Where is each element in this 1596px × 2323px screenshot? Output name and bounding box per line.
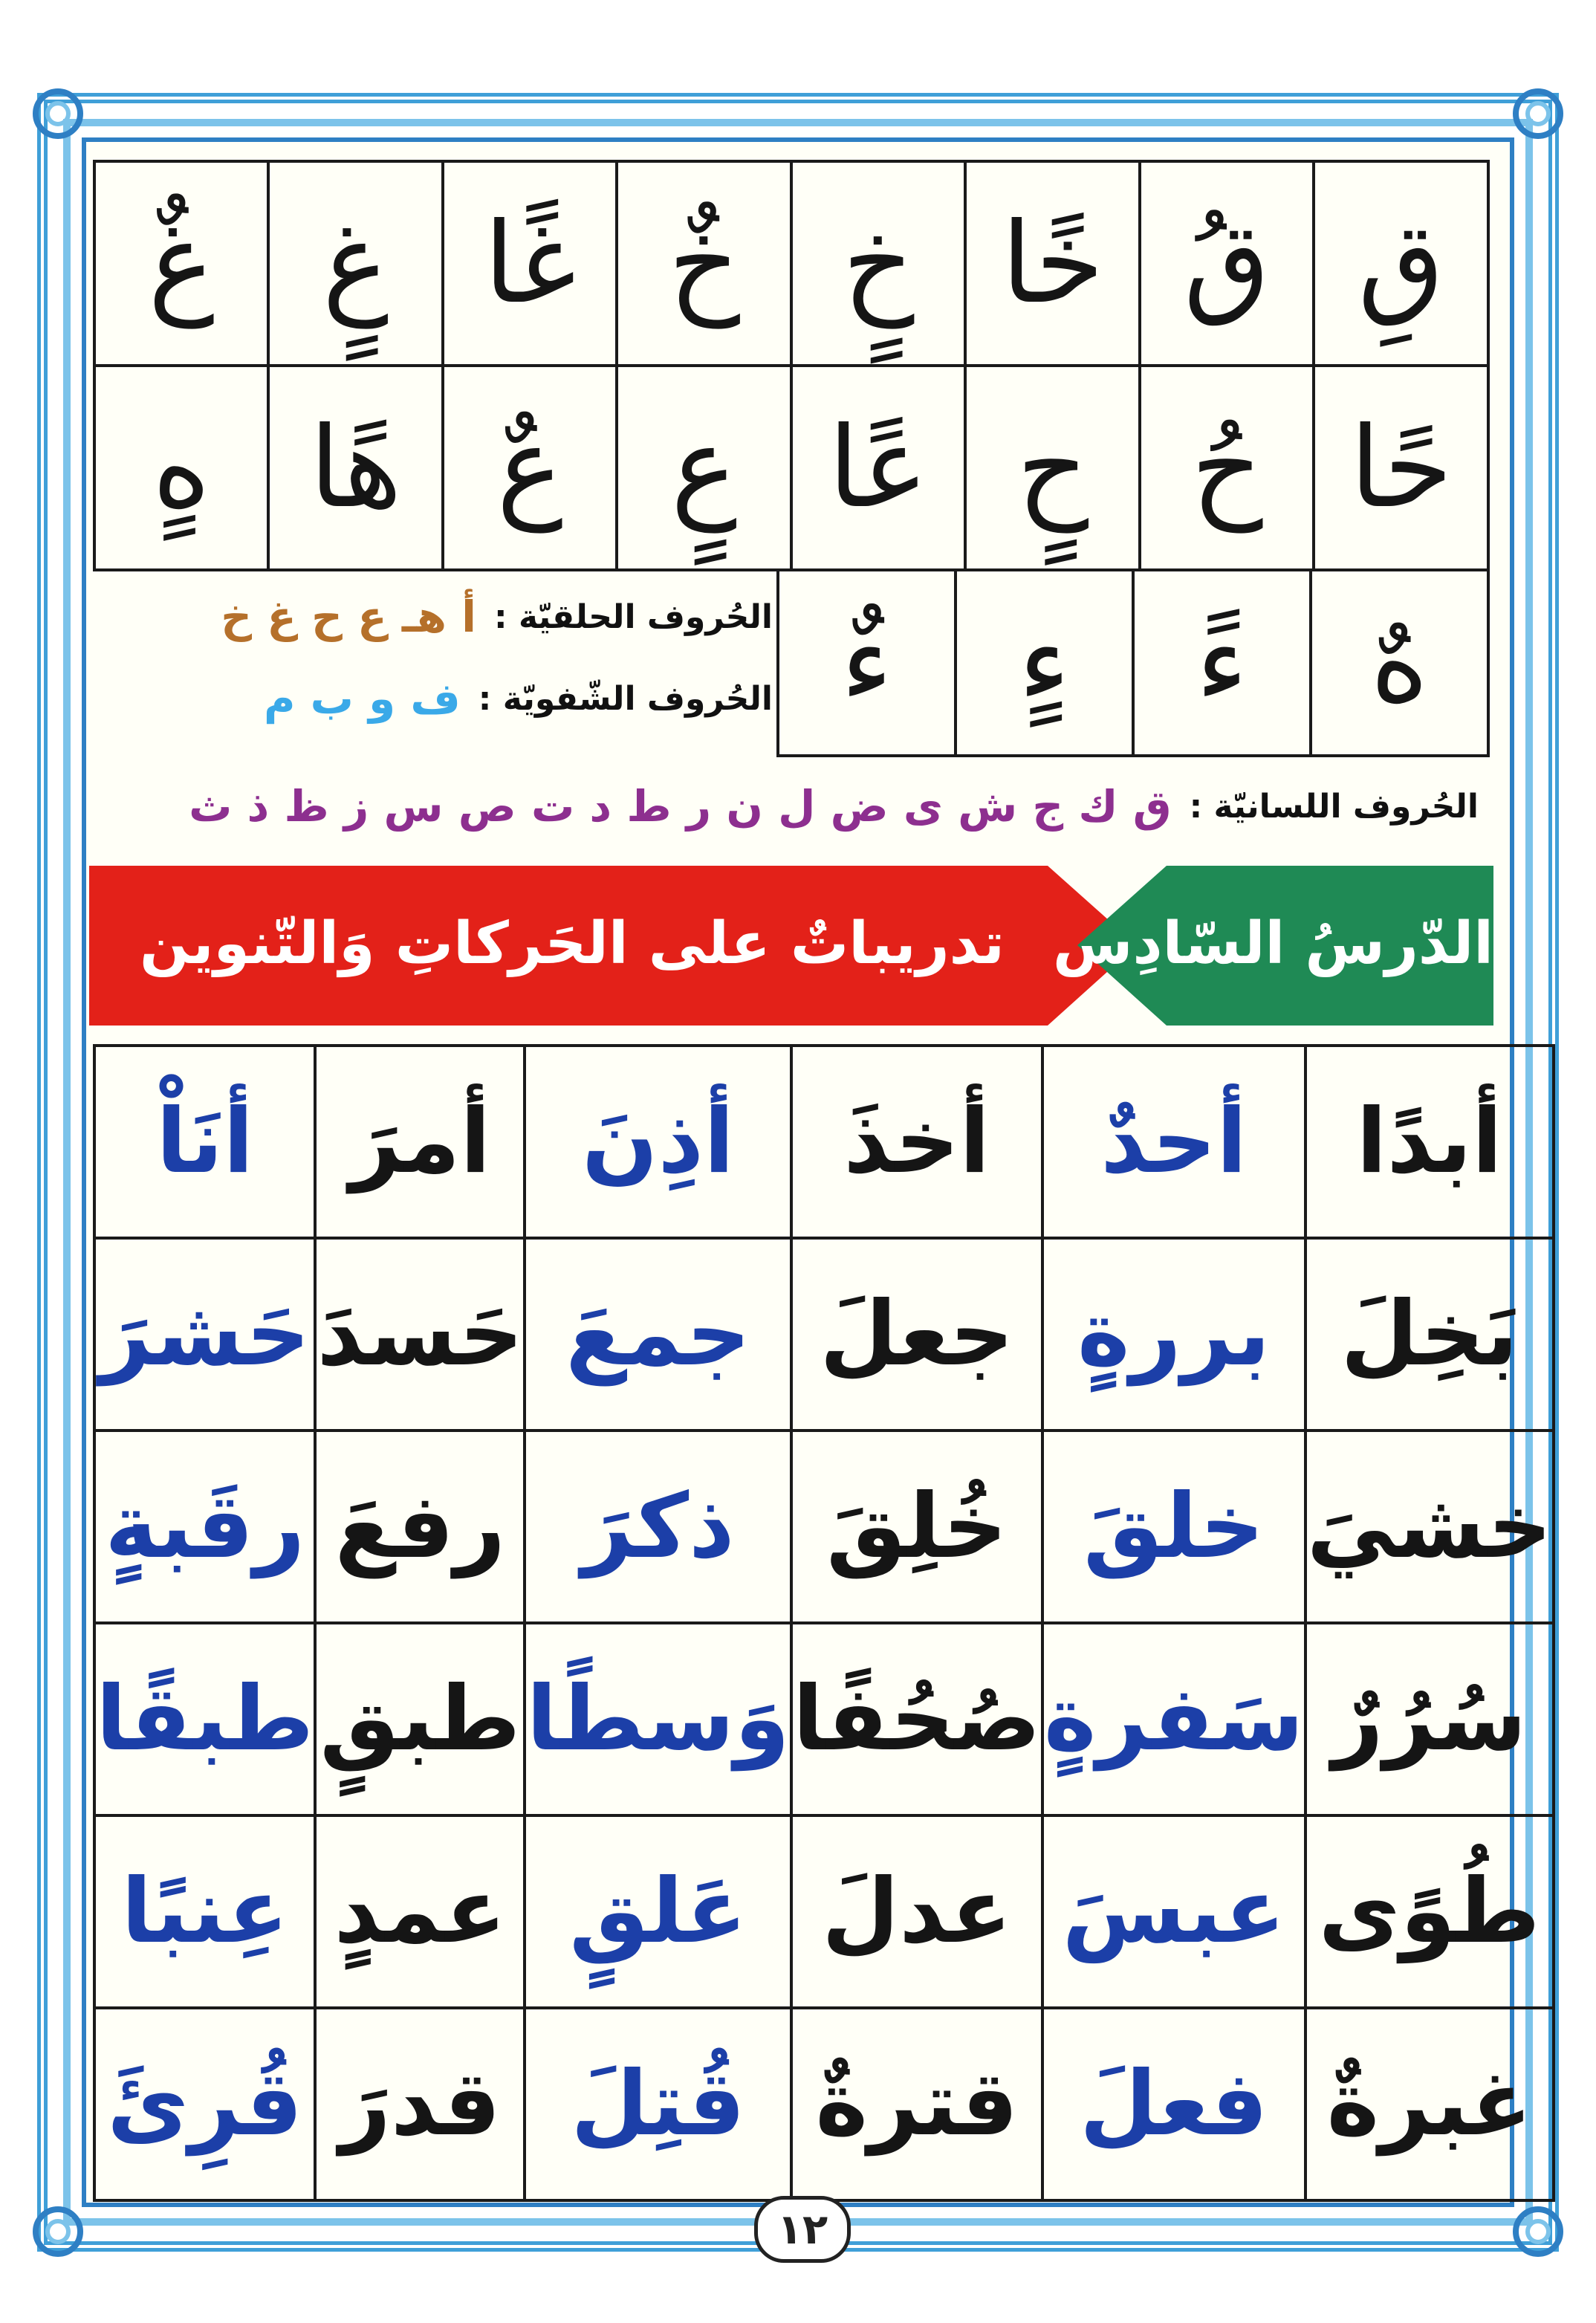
letters-grid-row-3 xyxy=(776,568,1490,757)
word-cell xyxy=(1305,1623,1554,1815)
lesson-topic-title: تدريباتٌ على الحَركاتِ وَالتّنوين xyxy=(140,910,1005,977)
letter-text: قِ xyxy=(1357,198,1444,328)
word-cell xyxy=(315,2008,525,2200)
word-cell xyxy=(525,1046,791,1238)
letter-cell xyxy=(1140,366,1314,570)
lip-letters-value: ف و ب م xyxy=(263,673,461,724)
letter-cell xyxy=(1311,570,1488,756)
letter-text: خٍ xyxy=(842,198,915,328)
word-cell xyxy=(791,2008,1042,2200)
word-text: قُرِئَ xyxy=(107,2052,303,2156)
letter-cell xyxy=(1140,161,1314,366)
letter-cell xyxy=(94,161,268,366)
letter-cell xyxy=(791,161,966,366)
word-text: أذِنَ xyxy=(582,1089,735,1193)
page-number: ١٢ xyxy=(754,2196,851,2263)
letter-text: ءٍ xyxy=(1018,598,1071,728)
word-text: وَسطًا xyxy=(526,1667,790,1771)
tongue-letters-value: ق ك ج ش ى ض ل ن ر ط د ت ص س ز ظ ذ ث xyxy=(189,781,1172,832)
letter-text: حًا xyxy=(1349,403,1453,533)
letter-text: هٌ xyxy=(1370,598,1429,728)
letter-cell xyxy=(617,161,791,366)
word-cell xyxy=(94,1815,315,2008)
letter-cell xyxy=(443,366,617,570)
word-cell xyxy=(94,1623,315,1815)
throat-letters-row xyxy=(104,576,773,658)
letter-text: ءٌ xyxy=(840,598,893,728)
word-cell xyxy=(1305,1046,1554,1238)
word-cell xyxy=(1042,2008,1305,2200)
word-text: أنَاْ xyxy=(156,1089,254,1193)
word-cell xyxy=(94,2008,315,2200)
word-row xyxy=(94,1238,1554,1431)
letter-text: خٌ xyxy=(668,198,741,328)
corner-ornament-icon xyxy=(1508,2202,1568,2261)
word-row xyxy=(94,2008,1554,2200)
word-cell xyxy=(791,1815,1042,2008)
word-text: سُرُرٌ xyxy=(1331,1667,1527,1771)
letter-text: غٍ xyxy=(322,198,389,328)
letter-text: عٍ xyxy=(670,403,738,533)
letter-text: عًا xyxy=(828,403,929,533)
throat-letters-value: أ هـ ع ح غ خ xyxy=(221,592,477,642)
word-text: أبدًا xyxy=(1356,1089,1502,1193)
word-cell xyxy=(1042,1815,1305,2008)
word-cell xyxy=(1042,1046,1305,1238)
letter-text: هٍ xyxy=(152,403,211,533)
word-text: حَشرَ xyxy=(100,1282,311,1386)
word-cell xyxy=(94,1431,315,1623)
word-row xyxy=(94,1815,1554,2008)
word-text: طُوًى xyxy=(1318,1859,1540,1963)
word-text: قدرَ xyxy=(339,2052,501,2156)
tongue-letters-row xyxy=(104,765,1479,847)
word-text: عبسَ xyxy=(1062,1859,1286,1963)
word-text: خُلِقَ xyxy=(826,1474,1008,1578)
word-cell xyxy=(791,1623,1042,1815)
word-cell xyxy=(94,1238,315,1431)
word-practice-grid xyxy=(93,1044,1555,2202)
word-text: طبقًا xyxy=(96,1667,314,1771)
letter-cell xyxy=(268,161,443,366)
throat-letters-label: الحُروف الحلقيّة : xyxy=(494,597,773,636)
letter-cell xyxy=(1314,366,1488,570)
letters-row-1 xyxy=(94,161,1488,366)
corner-ornament-icon xyxy=(28,2202,88,2261)
letter-cell xyxy=(443,161,617,366)
word-text: عِنبًا xyxy=(121,1859,289,1963)
letters-grid xyxy=(93,160,1490,571)
word-cell xyxy=(791,1238,1042,1431)
word-cell xyxy=(525,2008,791,2200)
lip-letters-label: الحُروف الشّفويّة : xyxy=(478,679,773,718)
letter-cell xyxy=(617,366,791,570)
letter-text: هًا xyxy=(309,403,403,533)
word-text: سَفرةٍ xyxy=(1043,1667,1304,1771)
word-text: بَخِلَ xyxy=(1340,1282,1518,1386)
word-cell xyxy=(315,1238,525,1431)
word-cell xyxy=(315,1815,525,2008)
letter-text: ءً xyxy=(1196,598,1248,728)
letter-text: حُ xyxy=(1190,403,1263,533)
letter-cell xyxy=(268,366,443,570)
word-text: حَسدَ xyxy=(317,1282,524,1386)
lesson-number-title: الدّرسُ السّادِس xyxy=(1052,910,1493,977)
lip-letters-row xyxy=(104,658,773,739)
word-cell xyxy=(1305,1431,1554,1623)
letter-cell xyxy=(778,570,956,756)
word-text: جمعَ xyxy=(565,1282,751,1386)
letter-cell xyxy=(956,570,1133,756)
word-text: قترةٌ xyxy=(815,2052,1019,2156)
word-text: رقَبةٍ xyxy=(105,1474,305,1578)
word-text: عدلَ xyxy=(822,1859,1012,1963)
letter-cell xyxy=(1314,161,1488,366)
word-cell xyxy=(525,1815,791,2008)
tongue-letters-label: الحُروف اللسانيّة : xyxy=(1189,787,1479,826)
word-row xyxy=(94,1046,1554,1238)
word-cell xyxy=(791,1046,1042,1238)
word-text: بررةٍ xyxy=(1077,1282,1271,1386)
word-text: أخذَ xyxy=(843,1089,990,1193)
word-text: عَلقٍ xyxy=(569,1859,747,1963)
word-cell xyxy=(791,1431,1042,1623)
letter-text: قُ xyxy=(1183,198,1271,328)
letter-text: خًا xyxy=(1001,198,1104,328)
word-text: أمرَ xyxy=(349,1089,491,1193)
word-text: صُحُفًا xyxy=(792,1667,1041,1771)
letter-text: عٌ xyxy=(496,403,563,533)
letter-categories-box xyxy=(104,576,773,754)
word-text: ذكرَ xyxy=(581,1474,735,1578)
word-cell xyxy=(1042,1431,1305,1623)
letters-row-3 xyxy=(778,570,1488,756)
letter-cell xyxy=(94,366,268,570)
word-cell xyxy=(1305,1238,1554,1431)
word-text: غبرةٌ xyxy=(1326,2052,1532,2156)
word-text: قُتِلَ xyxy=(571,2052,745,2156)
word-cell xyxy=(94,1046,315,1238)
word-cell xyxy=(525,1431,791,1623)
letter-cell xyxy=(965,366,1140,570)
word-cell xyxy=(1305,1815,1554,2008)
word-cell xyxy=(525,1623,791,1815)
letter-cell xyxy=(1133,570,1311,756)
word-cell xyxy=(315,1046,525,1238)
word-text: خشيَ xyxy=(1306,1474,1552,1578)
word-text: فعلَ xyxy=(1080,2052,1268,2156)
letter-text: حٍ xyxy=(1016,403,1089,533)
letter-cell xyxy=(791,366,966,570)
corner-ornament-icon xyxy=(1508,84,1568,143)
word-cell xyxy=(1042,1238,1305,1431)
letters-row-2 xyxy=(94,366,1488,570)
word-text: طبقٍ xyxy=(319,1667,521,1771)
word-cell xyxy=(525,1238,791,1431)
letter-cell xyxy=(965,161,1140,366)
word-text: عمدٍ xyxy=(334,1859,507,1963)
letter-text: غٌ xyxy=(148,198,215,328)
word-row xyxy=(94,1623,1554,1815)
word-cell xyxy=(315,1431,525,1623)
word-text: جعلَ xyxy=(820,1282,1014,1386)
word-text: رفعَ xyxy=(334,1474,506,1578)
word-text: أحدٌ xyxy=(1100,1089,1248,1193)
word-cell xyxy=(1305,2008,1554,2200)
corner-ornament-icon xyxy=(28,84,88,143)
word-text: خلقَ xyxy=(1083,1474,1265,1578)
letter-text: غًا xyxy=(484,198,577,328)
word-cell xyxy=(1042,1623,1305,1815)
word-cell xyxy=(315,1623,525,1815)
word-row xyxy=(94,1431,1554,1623)
